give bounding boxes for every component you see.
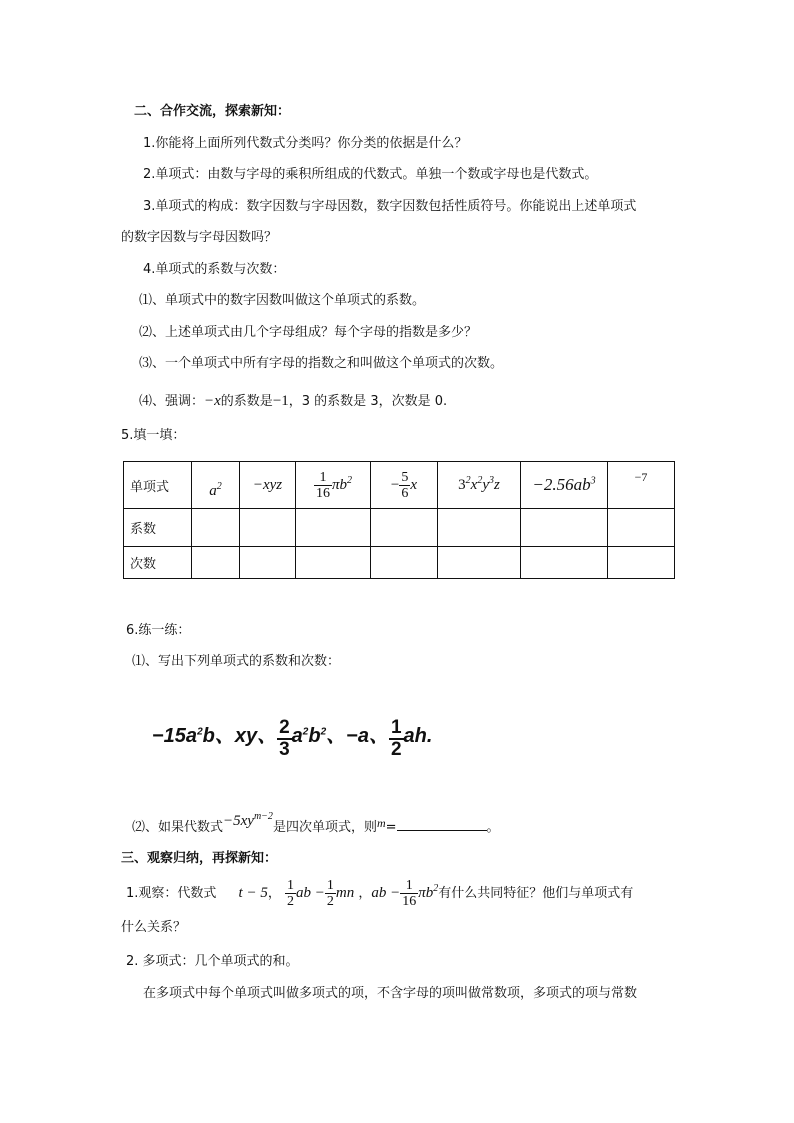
row-header-monomial: 单项式 — [124, 462, 192, 509]
cell-deg-5[interactable] — [438, 547, 521, 579]
cell-coef-7[interactable] — [608, 509, 675, 547]
paragraph-5: 5.填一填： — [121, 428, 186, 443]
cell-coef-6[interactable] — [521, 509, 608, 547]
table-row-monomial — [124, 462, 675, 509]
cell-deg-4[interactable] — [371, 547, 438, 579]
cell-monomial-7: −7 — [608, 462, 675, 509]
section3-paragraph-3: 在多项式中每个单项式叫做多项式的项，不含字母的项叫做常数项，多项式的项与常数 — [143, 986, 638, 1001]
paragraph-3-line1: 3.单项式的构成：数字因数与字母因数，数字因数包括性质符号。你能说出上述单项式 — [143, 199, 637, 214]
row-header-coefficient: 系数 — [124, 509, 192, 547]
answer-blank[interactable] — [397, 816, 487, 831]
table-row-degree — [124, 547, 675, 579]
cell-monomial-6: $-2.56ab^3$ — [521, 462, 608, 509]
section2-heading: 二、合作交流，探索新知： — [134, 104, 291, 119]
section3-paragraph-1: 1.观察：代数式 t − 5， $\frac{1}{2}$ ab − $\frac{1}{2}$ mn ，ab − $\frac{1}{16}$ $\pi b^2$有什么共同特征？他们与单项式有 — [126, 878, 634, 909]
cell-coef-5[interactable] — [438, 509, 521, 547]
emphasis-text-1: 的系数是 — [220, 394, 273, 409]
paragraph-3-line2: 的数字因数与字母因数吗？ — [121, 230, 278, 245]
cell-coef-2[interactable] — [240, 509, 296, 547]
paragraph-4-2: ⑵、上述单项式由几个字母组成？每个字母的指数是多少？ — [139, 325, 478, 340]
cell-coef-4[interactable] — [371, 509, 438, 547]
practice-heading: 6.练一练： — [126, 623, 191, 638]
cell-deg-7[interactable] — [608, 547, 675, 579]
cell-monomial-3: $\frac{1}{16}$ $\pi b^2$ — [296, 462, 371, 509]
cell-monomial-5: $3^2x^2y^3z$ — [438, 462, 521, 509]
cell-monomial-4: − $\frac{5}{6}$ x — [371, 462, 438, 509]
cell-deg-3[interactable] — [296, 547, 371, 579]
expr-neg-x: −x — [204, 393, 221, 409]
emphasis-prefix: ⑷、强调： — [139, 394, 205, 409]
practice-question-2: ⑵、如果代数式$-5xy^{m-2}$是四次单项式，则m= 。 — [132, 811, 500, 835]
paragraph-4: 4.单项式的系数与次数： — [143, 262, 286, 277]
practice-expressions: $-15a^2b$、xy、 $\frac{2}{3}$ $a^2b^2$、−a、 $\frac{1}{2}$ ah. — [152, 716, 433, 760]
cell-deg-6[interactable] — [521, 547, 608, 579]
paragraph-2: 2.单项式：由数与字母的乘积所组成的代数式。单独一个数或字母也是代数式。 — [143, 167, 598, 182]
cell-monomial-2: −xyz — [240, 462, 296, 509]
cell-deg-2[interactable] — [240, 547, 296, 579]
table-row-coefficient — [124, 509, 675, 547]
paragraph-4-3: ⑶、一个单项式中所有字母的指数之和叫做这个单项式的次数。 — [139, 356, 504, 371]
monomial-table — [123, 461, 675, 579]
cell-coef-1[interactable] — [192, 509, 240, 547]
cell-monomial-1: $a^2$ — [192, 462, 240, 509]
cell-deg-1[interactable] — [192, 547, 240, 579]
cell-coef-3[interactable] — [296, 509, 371, 547]
value-neg-one: −1 — [272, 393, 289, 409]
paragraph-1: 1.你能将上面所列代数式分类吗？你分类的依据是什么？ — [143, 136, 468, 151]
emphasis-text-2: ，3 的系数是 3，次数是 0. — [288, 394, 448, 409]
paragraph-4-4 — [139, 392, 447, 411]
row-header-degree: 次数 — [124, 547, 192, 579]
section3-paragraph-1-line2: 什么关系？ — [121, 920, 187, 935]
section3-paragraph-2: 2. 多项式：几个单项式的和。 — [126, 954, 299, 969]
practice-question-1: ⑴、写出下列单项式的系数和次数： — [132, 654, 341, 669]
section3-heading: 三、观察归纳，再探新知： — [121, 851, 278, 866]
paragraph-4-1: ⑴、单项式中的数字因数叫做这个单项式的系数。 — [139, 293, 426, 308]
